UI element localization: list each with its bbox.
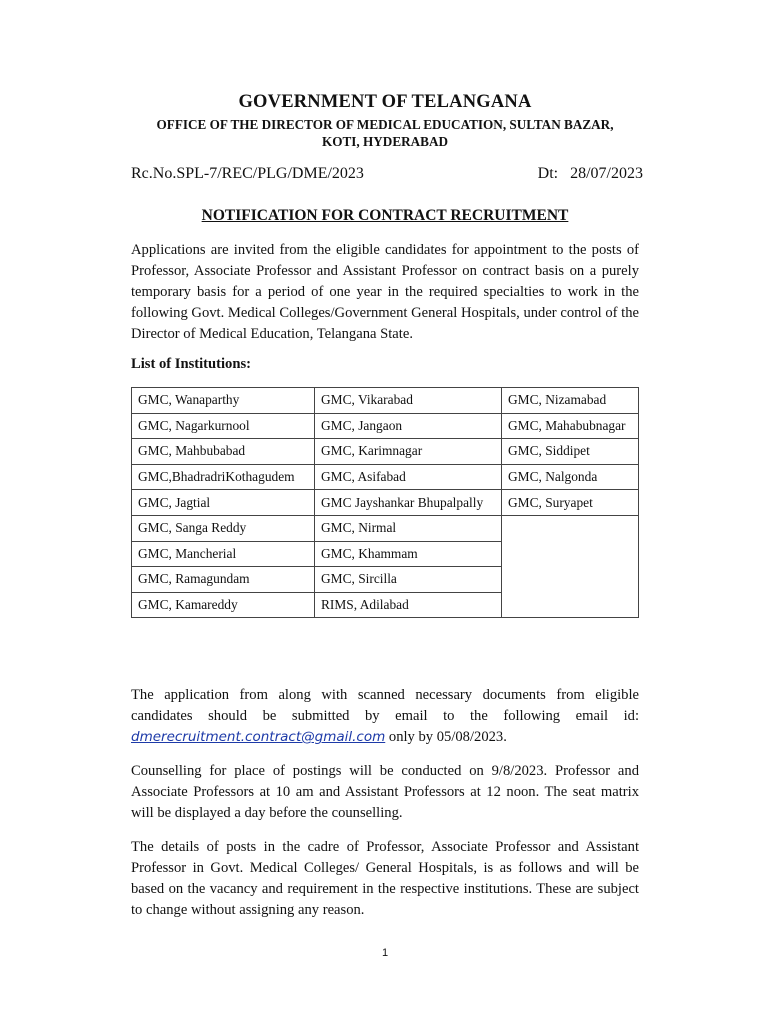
office-line-2: KOTI, HYDERABAD <box>321 134 449 149</box>
table-row <box>132 413 639 439</box>
institutions-table <box>131 387 639 618</box>
table-row <box>132 388 639 414</box>
table-cell: GMC, Vikarabad <box>315 388 502 414</box>
application-deadline-text: only by 05/08/2023. <box>385 729 507 745</box>
table-cell: GMC, Nirmal <box>315 515 502 541</box>
reference-date: Dt: 28/07/2023 <box>537 165 643 182</box>
table-cell: RIMS, Adilabad <box>315 592 502 618</box>
notification-title: NOTIFICATION FOR CONTRACT RECRUITMENT <box>201 207 569 224</box>
page-number: 1 <box>381 947 389 959</box>
table-cell: GMC, Jangaon <box>315 413 502 439</box>
table-cell: GMC, Karimnagar <box>315 439 502 465</box>
table-cell: GMC, Khammam <box>315 541 502 567</box>
office-line-1: OFFICE OF THE DIRECTOR OF MEDICAL EDUCATION, SULTAN BAZAR, <box>156 117 614 132</box>
table-row <box>132 515 639 541</box>
table-cell: GMC Jayshankar Bhupalpally <box>315 490 502 516</box>
reference-number: Rc.No.SPL-7/REC/PLG/DME/2023 <box>131 165 364 182</box>
table-row <box>132 439 639 465</box>
table-cell: GMC, Wanaparthy <box>132 388 315 414</box>
empty-merged-cell <box>502 515 639 617</box>
counselling-paragraph: Counselling for place of postings will be conducted on 9/8/2023. Professor and Associate Professors at 10 am and Assistant Professors at 12 noon. The seat matrix will be displayed a day before the counselling. <box>131 763 639 821</box>
intro-paragraph: Applications are invited from the eligible candidates for appointment to the posts of Professor, Associate Professor and Assistant Professor on contract basis on a purely temporary basis for a period of one year in the required specialties to work in the following Govt. Medical Colleges/Government General Hospitals, under control of the Director of Medical Education, Telangana State. <box>131 242 639 342</box>
table-cell: GMC, Nagarkurnool <box>132 413 315 439</box>
table-cell: GMC, Nalgonda <box>502 464 639 490</box>
email-link[interactable]: dmerecruitment.contract@gmail.com <box>131 729 386 745</box>
table-cell: GMC, Sanga Reddy <box>132 515 315 541</box>
table-cell: GMC, Mahbubabad <box>132 439 315 465</box>
table-cell: GMC, Mahabubnagar <box>502 413 639 439</box>
table-cell: GMC, Siddipet <box>502 439 639 465</box>
table-cell: GMC, Mancherial <box>132 541 315 567</box>
table-cell: GMC, Ramagundam <box>132 567 315 593</box>
table-row <box>132 490 639 516</box>
government-title: GOVERNMENT OF TELANGANA <box>238 92 532 112</box>
table-cell: GMC, Asifabad <box>315 464 502 490</box>
table-cell: GMC, Suryapet <box>502 490 639 516</box>
table-cell: GMC,BhadradriKothagudem <box>132 464 315 490</box>
application-paragraph <box>131 685 639 748</box>
table-row <box>132 464 639 490</box>
table-cell: GMC, Nizamabad <box>502 388 639 414</box>
office-address <box>120 116 650 150</box>
details-paragraph: The details of posts in the cadre of Professor, Associate Professor and Assistant Professor in Govt. Medical Colleges/ General Hospitals, is as follows and will be based on the vacancy and requirement in the respective institutions. These are subject to change without assigning any reason. <box>131 839 639 918</box>
table-cell: GMC, Jagtial <box>132 490 315 516</box>
application-text: The application from along with scanned necessary documents from eligible candidates should be submitted by email to the following email id: <box>131 687 639 724</box>
table-cell: GMC, Sircilla <box>315 567 502 593</box>
reference-line <box>131 165 643 183</box>
table-cell: GMC, Kamareddy <box>132 592 315 618</box>
institutions-heading: List of Institutions: <box>131 356 252 372</box>
